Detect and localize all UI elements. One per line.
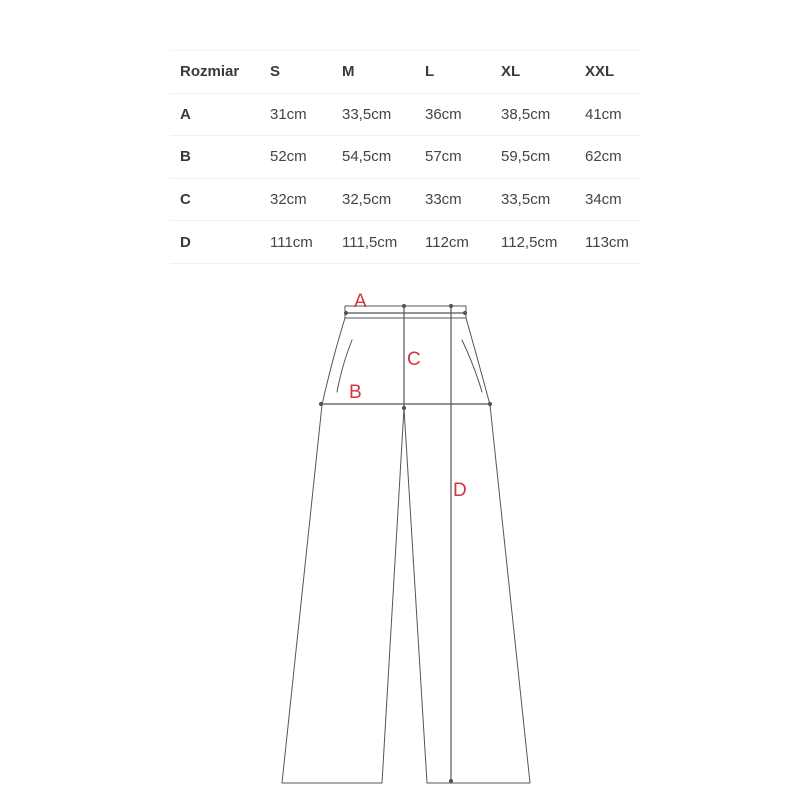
table-cell: 36cm [425,93,501,136]
row-label: A [170,93,270,136]
header-cell-xl: XL [501,51,585,94]
table-cell: 52cm [270,136,342,179]
dimension-label-a: A [354,291,367,312]
table-cell: 41cm [585,93,640,136]
table-cell: 54,5cm [342,136,425,179]
row-label: B [170,136,270,179]
dimension-label-d: D [453,480,467,501]
table-cell: 38,5cm [501,93,585,136]
header-cell-m: M [342,51,425,94]
table-cell: 33,5cm [501,178,585,221]
header-cell-s: S [270,51,342,94]
table-cell: 62cm [585,136,640,179]
table-cell: 111cm [270,221,342,264]
table-cell: 57cm [425,136,501,179]
table-cell: 59,5cm [501,136,585,179]
row-label: D [170,221,270,264]
table-cell: 31cm [270,93,342,136]
table-cell: 32cm [270,178,342,221]
header-cell-size: Rozmiar [170,51,270,94]
table-cell: 33,5cm [342,93,425,136]
table-cell: 112,5cm [501,221,585,264]
header-cell-xxl: XXL [585,51,640,94]
table-cell: 112cm [425,221,501,264]
row-label: C [170,178,270,221]
dimension-label-c: C [407,349,421,370]
header-cell-l: L [425,51,501,94]
table-cell: 34cm [585,178,640,221]
dimension-label-b: B [349,382,362,403]
trousers-outline [282,318,530,783]
table-cell: 111,5cm [342,221,425,264]
table-cell: 33cm [425,178,501,221]
table-cell: 32,5cm [342,178,425,221]
table-cell: 113cm [585,221,640,264]
